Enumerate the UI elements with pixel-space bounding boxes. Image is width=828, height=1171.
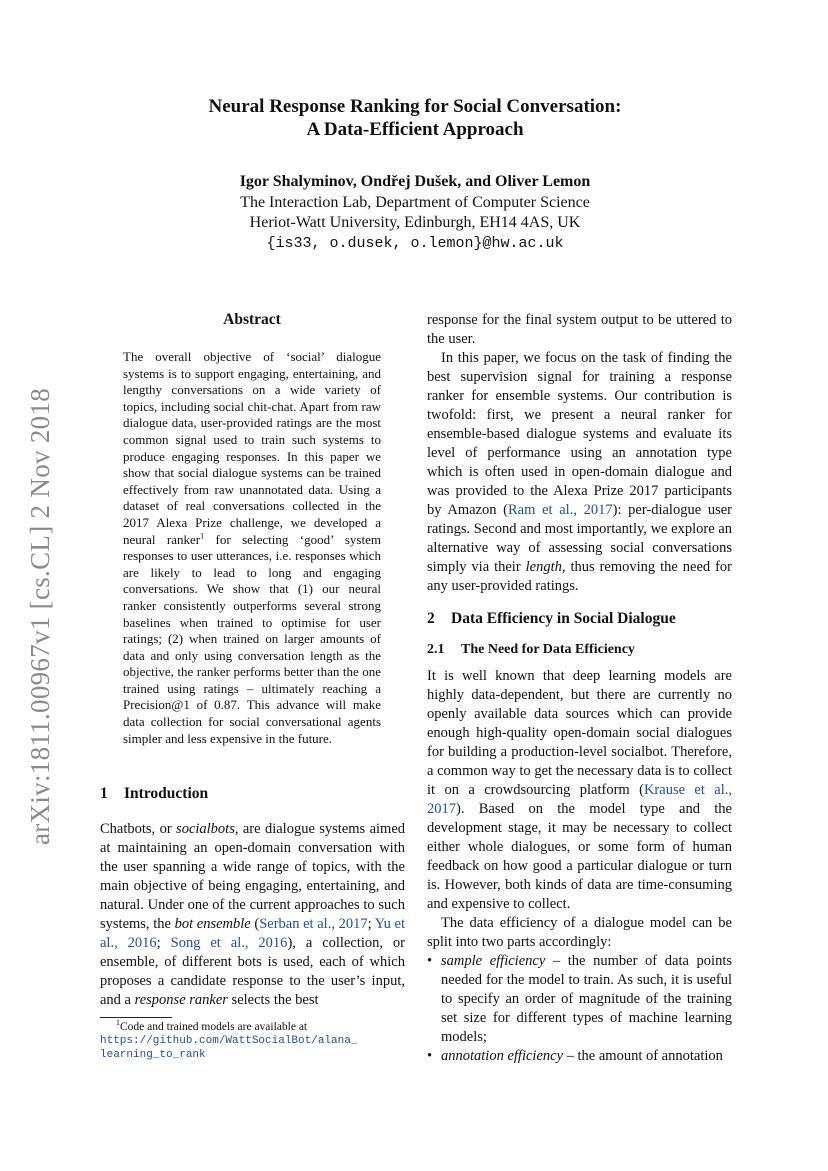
section-2-title: Data Efficiency in Social Dialogue <box>451 610 676 627</box>
list-item-text: – the amount of annotation <box>563 1048 723 1064</box>
subsection-2-1-title: The Need for Data Efficiency <box>461 642 635 657</box>
list-item-text: – the number of data points needed for the model to train. As such, it is useful to specify an order of magnitude of the training set size for different types of machine learning models; <box>441 953 733 1045</box>
intro-text: ), a collection, or ensemble, of different bots is used, each of which proposes a candidate response to the user’s input, and a <box>100 935 406 1008</box>
intro-text: ; <box>367 916 375 932</box>
section-1-title: Introduction <box>124 785 209 802</box>
citation-link[interactable]: Ram et al., 2017 <box>508 502 613 518</box>
intro-text: ; <box>156 935 171 951</box>
section-1-number: 1 <box>100 785 108 802</box>
abstract-heading: Abstract <box>223 311 281 328</box>
section-2-text: It is well known that deep learning models are highly data-dependent, but there are currently no openly available data sources which can provide enough high-quality open-domain social dialogues for building a production-level socialbot. Therefore, a common way to get the necessary data is to collect it on a crowdsourcing platform ( <box>427 668 732 798</box>
subsection-2-1-heading <box>427 642 635 658</box>
list-item-term: annotation efficiency <box>441 1048 564 1064</box>
intro-text: Chatbots, or <box>100 821 177 837</box>
author-emails: {is33, o.dusek, o.lemon}@hw.ac.uk <box>266 234 564 252</box>
footnote-divider <box>100 1017 172 1018</box>
footnote-marker[interactable]: 1 <box>200 531 205 541</box>
author-names: Igor Shalyminov, Ondřej Dušek, and Oliver Lemon <box>239 173 591 190</box>
section-2-number: 2 <box>427 610 435 627</box>
abstract-text-part-2: for selecting ‘good’ system responses to user utterances, i.e. responses which are likely to lead to long and engaging conversations. We show that (1) our neural ranker consistently outperforms several strong baselines when trained to optimise for user ratings; (2) when trained on larger amounts of data and only using conversation length as the objective, the ranker performs better than the one trained using ratings – ultimately reaching a Precision@1 of 0.87. This advance will make data collection for social conversational agents simpler and less expensive in the future. <box>123 531 381 746</box>
citation-link[interactable]: Serban et al., 2017 <box>259 916 368 932</box>
list-item-term: sample efficiency <box>441 953 546 969</box>
section-2-text: ). Based on the model type and the development stage, it may be necessary to collect either whole dialogues, or some form of human feedback on how good a particular dialogue or turn is. However, both kinds of data are time-consuming and expensive to collect. <box>427 801 732 912</box>
title-line-1: Neural Response Ranking for Social Conversation: <box>208 96 622 117</box>
list-item <box>427 1047 732 1066</box>
citation-link[interactable]: Yu et al., 2016 <box>100 916 405 951</box>
list-item <box>427 952 732 1047</box>
contribution-text: In this paper, we focus on the task of finding the best supervision signal for training a response ranker for ensemble systems. Our contribution is twofold: first, we present a neural ranker for ensemble-based dialogue systems and evaluate its level of performance using an annotation type which is often used in open-domain dialogue and was provided to the Alexa Prize 2017 participants by Amazon ( <box>427 350 732 518</box>
right-column-intro-continued <box>427 311 732 596</box>
contribution-text: , thus removing the need for any user-provided ratings. <box>427 559 732 594</box>
footnote <box>100 1020 405 1062</box>
abstract-text-part-1: The overall objective of ‘social’ dialogue systems is to support engaging, entertaining, and lengthy conversations on a wide variety of topics, including social chit-chat. Apart from raw dialogue data, user-provided ratings are the most common signal used to train such systems to produce engaging responses. In this paper we show that social dialogue systems can be trained effectively from raw unannotated data. Using a dataset of real conversations collected in the 2017 Alexa Prize challenge, we developed a neural ranker <box>123 349 381 547</box>
contribution-paragraph <box>427 349 732 596</box>
intro-continued-paragraph: response for the final system output to be uttered to the user. <box>427 312 732 347</box>
intro-emphasis-socialbots: socialbots <box>176 821 235 837</box>
affiliation-line-2: Heriot-Watt University, Edinburgh, EH14 4AS, UK <box>249 214 581 231</box>
efficiency-list <box>427 952 732 1066</box>
paper-title <box>100 95 730 141</box>
subsection-2-1-number: 2.1 <box>427 642 445 657</box>
abstract-body <box>123 349 381 747</box>
footnote-text <box>100 1020 405 1034</box>
citation-link[interactable]: Krause et al., 2017 <box>427 782 733 817</box>
footnote-url-line-1[interactable]: https://github.com/WattSocialBot/alana_ <box>100 1035 358 1047</box>
footnote-body: Code and trained models are available at <box>120 1021 308 1033</box>
footnote-url-line-2[interactable]: learning_to_rank <box>100 1049 206 1061</box>
intro-text: , are dialogue systems aimed at maintaining an open-domain conversation with the user spanning a wide range of topics, with the main objective of being engaging, entertaining, and natural. Under one of the current approaches to such systems, the <box>100 821 406 932</box>
section-2-heading <box>427 610 676 628</box>
title-line-2: A Data-Efficient Approach <box>306 119 524 140</box>
author-block <box>100 172 730 254</box>
affiliation-line-1: The Interaction Lab, Department of Computer Science <box>240 193 590 211</box>
intro-emphasis-bot-ensemble: bot ensemble <box>174 916 251 932</box>
introduction-paragraph <box>100 820 405 1010</box>
data-efficiency-paragraph <box>427 667 732 914</box>
contribution-emphasis-length: length <box>525 559 562 575</box>
citation-link[interactable]: Song et al., 2016 <box>170 935 288 951</box>
data-efficiency-split-paragraph: The data efficiency of a dialogue model can be split into two parts accordingly: <box>427 915 732 950</box>
section-1-heading <box>100 785 208 803</box>
footnote-number: 1 <box>116 1018 120 1028</box>
contribution-text: ): per-dialogue user ratings. Second and most importantly, we explore an alternative way of assessing social conversations simply via their <box>427 502 732 575</box>
intro-text: selects the best <box>227 992 319 1008</box>
arxiv-identifier: arXiv:1811.00967v1 [cs.CL] 2 Nov 2018 <box>25 387 55 845</box>
intro-emphasis-response-ranker: response ranker <box>134 992 228 1008</box>
intro-text: ( <box>250 916 260 932</box>
section-2-body <box>427 667 732 1066</box>
